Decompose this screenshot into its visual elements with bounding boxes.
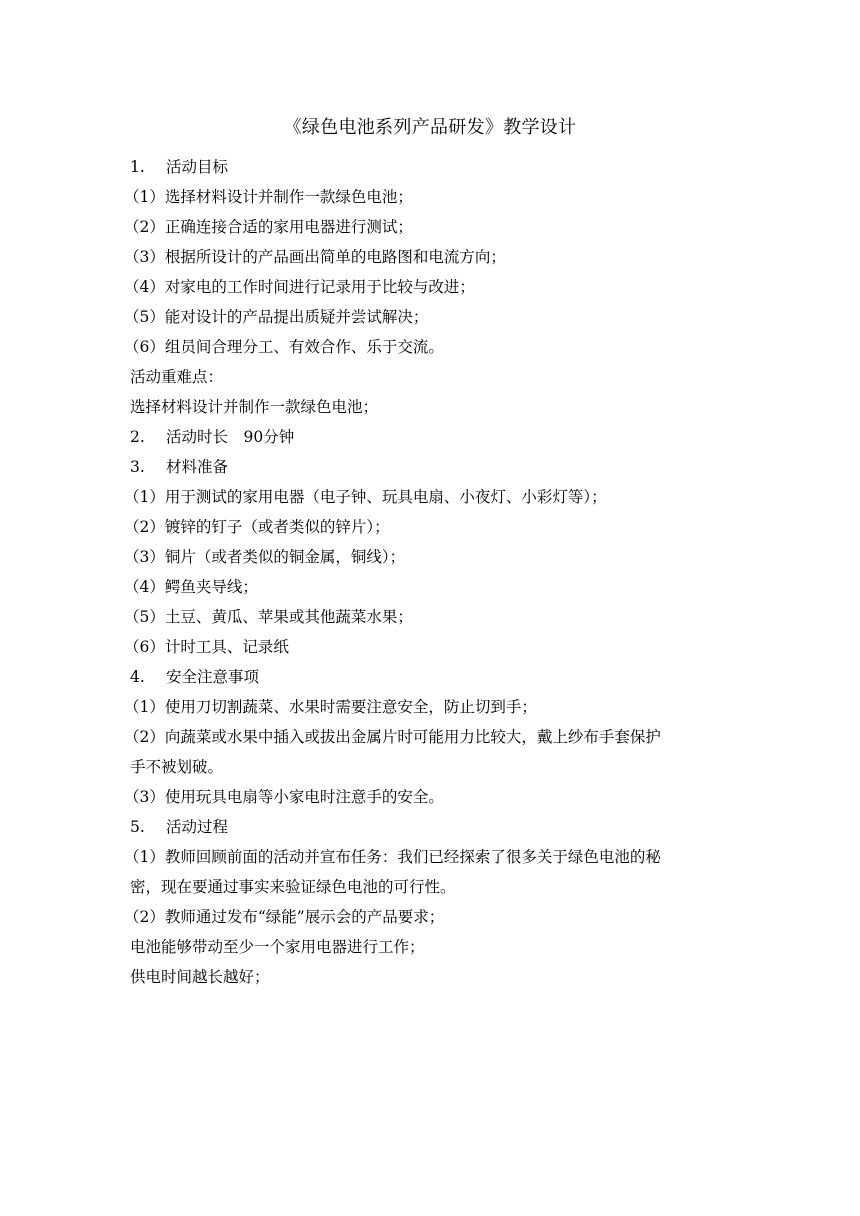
section-heading-5 <box>130 812 740 842</box>
requirement-line: 供电时间越长越好； <box>130 968 270 986</box>
section-number: 4. <box>130 668 145 686</box>
list-item: （4）鳄鱼夹导线； <box>124 578 258 596</box>
section-title: 安全注意事项 <box>166 668 260 686</box>
list-item: （2）教师通过发布“绿能”展示会的产品要求； <box>124 908 445 926</box>
list-item-continuation: 手不被划破。 <box>130 758 224 776</box>
key-points-label: 活动重难点： <box>130 368 224 386</box>
list-item: （6）计时工具、记录纸 <box>124 638 289 656</box>
section-title: 材料准备 <box>166 458 229 476</box>
list-item: （1）教师回顾前面的活动并宣布任务：我们已经探索了很多关于绿色电池的秘 <box>124 848 661 866</box>
list-item: （4）对家电的工作时间进行记录用于比较与改进； <box>124 278 475 296</box>
list-item: （5）土豆、黄瓜、苹果或其他蔬菜水果； <box>124 608 413 626</box>
requirement-line: 电池能够带动至少一个家用电器进行工作； <box>130 938 425 956</box>
list-item-continuation: 密，现在要通过事实来验证绿色电池的可行性。 <box>130 878 456 896</box>
list-item: （2）正确连接合适的家用电器进行测试； <box>124 218 413 236</box>
list-item: （1）使用刀切割蔬菜、水果时需要注意安全，防止切到手； <box>124 698 537 716</box>
document-title: 《绿色电池系列产品研发》教学设计 <box>283 117 577 138</box>
section-title: 活动目标 <box>166 158 229 176</box>
section-heading-1 <box>130 152 740 182</box>
section-number: 5. <box>130 818 145 836</box>
section-heading-3 <box>130 452 740 482</box>
section-number: 2. <box>130 428 145 446</box>
document-body <box>124 152 740 992</box>
section-title: 活动时长 90分钟 <box>166 428 295 446</box>
key-points-text: 选择材料设计并制作一款绿色电池； <box>130 398 379 416</box>
section-number: 3. <box>130 458 145 476</box>
section-heading-4 <box>130 662 740 692</box>
list-item: （6）组员间合理分工、有效合作、乐于交流。 <box>124 338 444 356</box>
list-item: （1）选择材料设计并制作一款绿色电池； <box>124 188 413 206</box>
section-heading-2 <box>130 422 740 452</box>
list-item: （5）能对设计的产品提出质疑并尝试解决； <box>124 308 429 326</box>
list-item: （3）根据所设计的产品画出简单的电路图和电流方向； <box>124 248 506 266</box>
section-title: 活动过程 <box>166 818 229 836</box>
list-item: （2）镀锌的钉子（或者类似的锌片）； <box>124 518 390 536</box>
list-item: （3）铜片（或者类似的铜金属，铜线）； <box>124 548 406 566</box>
section-number: 1. <box>130 158 145 176</box>
list-item: （3）使用玩具电扇等小家电时注意手的安全。 <box>124 788 444 806</box>
list-item: （1）用于测试的家用电器（电子钟、玩具电扇、小夜灯、小彩灯等）； <box>124 488 607 506</box>
list-item: （2）向蔬菜或水果中插入或拔出金属片时可能用力比较大，戴上纱布手套保护 <box>124 728 661 746</box>
